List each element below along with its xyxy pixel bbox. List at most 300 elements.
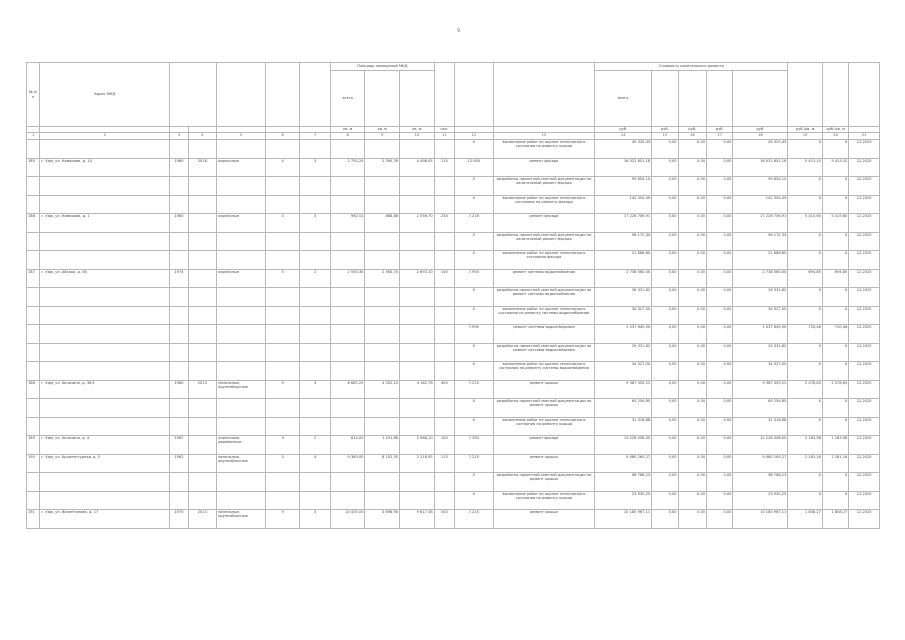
table-cell: [365, 140, 400, 159]
table-cell: [330, 473, 365, 492]
table-cell: 0,00: [707, 195, 733, 214]
col-header-cost-group: Стоимость капитального ремонта: [595, 63, 788, 71]
table-cell: 12.2025: [849, 417, 880, 436]
table-cell: [40, 232, 170, 251]
table-cell: X: [454, 195, 493, 214]
table-cell: 0,00: [678, 380, 706, 399]
table-cell: 868,88: [365, 214, 400, 233]
table-cell: [300, 306, 330, 325]
table-cell: 10 185 967,11: [733, 510, 788, 529]
table-cell: [217, 195, 266, 214]
table-cell: г. Уфа, ул. Акназина, д. 4: [40, 436, 170, 455]
table-cell: X: [822, 343, 848, 362]
column-number: 15: [652, 133, 678, 140]
table-cell: 0,00: [652, 195, 678, 214]
table-cell: [434, 232, 454, 251]
table-cell: [27, 343, 40, 362]
col-header-residents: [434, 63, 454, 127]
table-cell: 65 254,85: [733, 399, 788, 418]
table-cell: 34 327,00: [733, 362, 788, 381]
table-cell: [365, 288, 400, 307]
table-cell: [300, 177, 330, 196]
col-header-limit-cost: [822, 63, 848, 127]
table-cell: 0,00: [678, 214, 706, 233]
table-cell: 0,00: [678, 362, 706, 381]
table-cell: [188, 177, 216, 196]
col-header-work-type: [454, 63, 493, 127]
col-header-work-name: [493, 63, 595, 127]
table-row: [27, 288, 880, 307]
table-cell: 187: [27, 269, 40, 288]
table-cell: X: [822, 177, 848, 196]
table-cell: X: [454, 491, 493, 510]
table-row: [27, 177, 880, 196]
table-cell: [40, 177, 170, 196]
table-cell: кирпичные: [217, 269, 266, 288]
table-cell: X: [454, 399, 493, 418]
table-cell: [40, 251, 170, 270]
table-cell: X: [822, 399, 848, 418]
table-cell: [188, 454, 216, 473]
table-cell: [330, 417, 365, 436]
table-cell: панельные, крупноблочные: [217, 510, 266, 529]
table-cell: 1980: [170, 380, 188, 399]
table-cell: 186: [27, 214, 40, 233]
table-cell: X: [788, 473, 823, 492]
table-cell: 3: [300, 214, 330, 233]
table-cell: [400, 399, 435, 418]
table-cell: X: [822, 195, 848, 214]
table-cell: ремонт системы водоотведения: [493, 325, 595, 344]
table-cell: 0,00: [678, 288, 706, 307]
table-cell: разработка проектной сметной документации на ремонт системы водоотведения: [493, 343, 595, 362]
table-cell: X: [454, 473, 493, 492]
table-cell: 99 654,10: [595, 177, 652, 196]
table-cell: X: [788, 232, 823, 251]
col-header-floors: [265, 63, 300, 127]
table-cell: [300, 399, 330, 418]
table-cell: X: [454, 362, 493, 381]
table-cell: 98 786,23: [733, 473, 788, 492]
table-row: [27, 269, 880, 288]
table-cell: 34 327,00: [733, 306, 788, 325]
table-cell: 21 686,80: [733, 251, 788, 270]
table-cell: 12.2025: [849, 510, 880, 529]
table-cell: 7.350: [454, 436, 493, 455]
table-cell: ремонт крыши: [493, 510, 595, 529]
column-number: 3: [170, 133, 188, 140]
table-cell: 12 226 008,00: [595, 436, 652, 455]
table-cell: [365, 362, 400, 381]
col-header-residential-area: [365, 71, 400, 127]
table-cell: 4: [265, 158, 300, 177]
column-number: 11: [434, 133, 454, 140]
column-number: 14: [595, 133, 652, 140]
table-cell: 12.2025: [849, 195, 880, 214]
table-cell: 23 930,25: [595, 491, 652, 510]
table-cell: [265, 417, 300, 436]
table-cell: 12.2025: [849, 343, 880, 362]
col-header-planned-date: [849, 63, 880, 127]
table-cell: 0,00: [707, 269, 733, 288]
table-cell: [300, 195, 330, 214]
table-cell: 45 325,43: [595, 140, 652, 159]
table-cell: г. Уфа, ул. Комарова, д. 1: [40, 214, 170, 233]
table-cell: X: [454, 288, 493, 307]
unit-rub-per-sqm-1: руб./кв. м: [788, 127, 823, 133]
table-cell: 0,00: [707, 436, 733, 455]
table-cell: [300, 232, 330, 251]
table-cell: 1974: [170, 269, 188, 288]
table-row: [27, 491, 880, 510]
table-cell: г. Уфа, ул. Архитектурная, д. 5: [40, 454, 170, 473]
table-cell: [434, 288, 454, 307]
table-cell: 0,00: [678, 417, 706, 436]
table-cell: 0,00: [707, 232, 733, 251]
col-header-wall-material: [217, 63, 266, 127]
column-number: 20: [822, 133, 848, 140]
table-cell: 188: [27, 380, 40, 399]
table-cell: X: [788, 343, 823, 362]
table-cell: [434, 325, 454, 344]
table-cell: 694,85: [822, 269, 848, 288]
table-cell: [217, 343, 266, 362]
table-cell: [330, 195, 365, 214]
table-row: [27, 251, 880, 270]
table-cell: [400, 288, 435, 307]
table-cell: 45 325,43: [733, 140, 788, 159]
table-cell: 3: [300, 380, 330, 399]
table-cell: 720,46: [822, 325, 848, 344]
table-cell: [40, 343, 170, 362]
column-number: 5: [217, 133, 266, 140]
table-cell: 0,00: [652, 177, 678, 196]
table-cell: 5 415,60: [788, 214, 823, 233]
table-cell: [40, 195, 170, 214]
table-cell: 0,00: [707, 288, 733, 307]
table-cell: 0,00: [652, 288, 678, 307]
table-cell: 4 162,76: [400, 380, 435, 399]
table-cell: 0,00: [652, 306, 678, 325]
table-row: [27, 232, 880, 251]
table-cell: [300, 140, 330, 159]
table-cell: 12.2025: [849, 232, 880, 251]
table-cell: [27, 232, 40, 251]
table-cell: 9 367 355,22: [733, 380, 788, 399]
table-cell: [170, 362, 188, 381]
table-cell: 0,00: [678, 177, 706, 196]
table-cell: разработка проектной сметной документации на капитальный ремонт фасада: [493, 177, 595, 196]
table-cell: выполнение работ по оценке технического состояния по ремонту фасада: [493, 195, 595, 214]
table-cell: [188, 491, 216, 510]
table-cell: ремонт фасада: [493, 436, 595, 455]
column-number: 7: [300, 133, 330, 140]
table-cell: выполнение работ по оценке технического состояния по ремонту крыши: [493, 417, 595, 436]
unit-rub-3: руб.: [678, 127, 706, 133]
table-cell: 234: [434, 214, 454, 233]
table-cell: [330, 343, 365, 362]
table-cell: 17 226 706,91: [595, 214, 652, 233]
table-cell: [170, 491, 188, 510]
table-cell: 7.950: [454, 269, 493, 288]
table-cell: [170, 306, 188, 325]
table-cell: 0,00: [707, 325, 733, 344]
table-cell: X: [788, 417, 823, 436]
table-cell: 10 185 967,11: [595, 510, 652, 529]
table-cell: 4 202,10: [365, 380, 400, 399]
table-cell: кирпичные, деревянные: [217, 436, 266, 455]
table-cell: [434, 195, 454, 214]
table-cell: 115: [434, 158, 454, 177]
table-cell: [400, 232, 435, 251]
table-cell: 12.2025: [849, 399, 880, 418]
table-cell: [40, 288, 170, 307]
table-cell: г. Уфа, ул. Айская, д. 56: [40, 269, 170, 288]
table-cell: 189: [27, 436, 40, 455]
table-cell: [217, 491, 266, 510]
table-cell: 9 080 265,27: [733, 454, 788, 473]
table-cell: разработка проектной сметной документации на капитальный ремонт фасада: [493, 232, 595, 251]
table-cell: 1960: [170, 158, 188, 177]
table-cell: X: [788, 306, 823, 325]
unit-rub-2: руб.: [652, 127, 678, 133]
table-cell: [40, 140, 170, 159]
table-cell: 26 331,82: [733, 288, 788, 307]
table-cell: 0,00: [652, 325, 678, 344]
table-cell: [365, 195, 400, 214]
table-cell: 12.2025: [849, 214, 880, 233]
table-cell: [170, 195, 188, 214]
table-cell: [188, 362, 216, 381]
table-cell: 98 786,23: [595, 473, 652, 492]
table-cell: 0,00: [652, 510, 678, 529]
table-cell: 12.2025: [849, 269, 880, 288]
table-cell: [217, 177, 266, 196]
table-cell: [400, 195, 435, 214]
table-cell: [300, 343, 330, 362]
table-row: [27, 399, 880, 418]
table-cell: 142 354,49: [733, 195, 788, 214]
table-cell: [188, 325, 216, 344]
table-cell: 0,00: [652, 473, 678, 492]
table-cell: [265, 473, 300, 492]
table-cell: г. Уфа, ул. Акназина, д. 36/1: [40, 380, 170, 399]
table-cell: 0,00: [652, 343, 678, 362]
table-cell: 9 080 265,27: [595, 454, 652, 473]
table-cell: 1970: [170, 510, 188, 529]
table-cell: 12.2025: [849, 491, 880, 510]
col-header-number: № п/п: [27, 63, 40, 127]
col-header-address: Адрес МКД: [40, 63, 170, 127]
table-cell: 7.215: [454, 510, 493, 529]
unit-people: чел.: [434, 127, 454, 133]
table-cell: [365, 306, 400, 325]
table-cell: 1962: [170, 436, 188, 455]
table-cell: 0,00: [652, 454, 678, 473]
table-cell: 0,00: [707, 158, 733, 177]
table-cell: 0,00: [652, 491, 678, 510]
column-number: 17: [707, 133, 733, 140]
table-cell: 9 617,38: [400, 510, 435, 529]
table-cell: 2 750,25: [330, 158, 365, 177]
table-cell: ремонт крыши: [493, 454, 595, 473]
table-cell: [330, 232, 365, 251]
table-cell: [434, 251, 454, 270]
table-cell: [434, 473, 454, 492]
table-row: [27, 325, 880, 344]
table-cell: 0,00: [707, 510, 733, 529]
table-cell: 0,00: [707, 399, 733, 418]
table-cell: [330, 399, 365, 418]
table-cell: 12.2025: [849, 436, 880, 455]
table-row: [27, 306, 880, 325]
table-cell: 2 078,63: [788, 380, 823, 399]
table-cell: 12.2025: [849, 454, 880, 473]
table-cell: [365, 177, 400, 196]
table-cell: [217, 325, 266, 344]
table-cell: ремонт крыши: [493, 380, 595, 399]
table-cell: [188, 195, 216, 214]
column-number: 21: [849, 133, 880, 140]
table-cell: 12 226 008,00: [733, 436, 788, 455]
table-cell: [170, 140, 188, 159]
column-number: 19: [788, 133, 823, 140]
table-cell: [365, 473, 400, 492]
table-cell: 8 102,35: [365, 454, 400, 473]
column-number: 10: [400, 133, 435, 140]
table-cell: [170, 473, 188, 492]
table-cell: [188, 214, 216, 233]
table-cell: [27, 306, 40, 325]
table-cell: [300, 417, 330, 436]
table-cell: X: [788, 491, 823, 510]
table-cell: [188, 343, 216, 362]
table-cell: X: [822, 306, 848, 325]
table-cell: [27, 195, 40, 214]
table-cell: [434, 491, 454, 510]
table-cell: 2 738 560,00: [595, 269, 652, 288]
table-cell: 12.2025: [849, 177, 880, 196]
table-cell: 5: [265, 454, 300, 473]
table-cell: 0,00: [678, 306, 706, 325]
table-cell: 4 498,45: [400, 158, 435, 177]
unit-rub-1: руб.: [595, 127, 652, 133]
unit-rub-per-sqm-2: руб./кв. м: [822, 127, 848, 133]
capital-repair-register-table: [26, 62, 880, 570]
table-cell: ремонт фасада: [493, 158, 595, 177]
table-cell: 0,00: [707, 417, 733, 436]
table-cell: X: [454, 417, 493, 436]
table-cell: 1962: [170, 454, 188, 473]
table-cell: 12.2025: [849, 380, 880, 399]
table-cell: 4: [265, 214, 300, 233]
table-cell: 2: [300, 269, 330, 288]
table-cell: [434, 306, 454, 325]
table-cell: [170, 232, 188, 251]
table-cell: [265, 177, 300, 196]
table-cell: 0,00: [652, 269, 678, 288]
table-cell: [170, 177, 188, 196]
table-cell: [265, 195, 300, 214]
table-cell: 2 563,70: [365, 269, 400, 288]
table-row: [27, 510, 880, 529]
table-cell: 2 556,70: [400, 214, 435, 233]
table-cell: 1 858,27: [788, 510, 823, 529]
table-cell: [27, 399, 40, 418]
table-cell: [434, 140, 454, 159]
table-cell: 7.216: [454, 214, 493, 233]
table-cell: [300, 251, 330, 270]
table-cell: [27, 325, 40, 344]
table-cell: [434, 399, 454, 418]
table-cell: 12.2025: [849, 325, 880, 344]
table-cell: 0,00: [652, 417, 678, 436]
table-cell: [188, 399, 216, 418]
table-cell: 12.2025: [849, 473, 880, 492]
table-cell: 34 327,00: [595, 306, 652, 325]
table-cell: 2 118,95: [400, 454, 435, 473]
table-cell: 16 522 851,18: [733, 158, 788, 177]
table-cell: 0,00: [678, 269, 706, 288]
col-header-local-budget: [707, 71, 733, 127]
table-cell: 142 354,49: [595, 195, 652, 214]
table-cell: [170, 343, 188, 362]
table-cell: 0,00: [678, 232, 706, 251]
column-number-row: [27, 133, 880, 140]
table-cell: 2 738 560,00: [733, 269, 788, 288]
table-cell: [265, 306, 300, 325]
table-cell: 16 522 851,18: [595, 158, 652, 177]
table-cell: 21 686,80: [595, 251, 652, 270]
table-cell: [188, 269, 216, 288]
table-cell: 720,46: [788, 325, 823, 344]
table-cell: [330, 362, 365, 381]
table-cell: 0,00: [678, 251, 706, 270]
table-cell: [400, 417, 435, 436]
col-header-owners-funds: [733, 71, 788, 127]
table-cell: [434, 343, 454, 362]
column-number: 2: [40, 133, 170, 140]
table-cell: [400, 473, 435, 492]
table-cell: 0,00: [707, 251, 733, 270]
table-cell: [40, 491, 170, 510]
table-cell: [400, 362, 435, 381]
table-cell: [217, 140, 266, 159]
table-cell: 31 316,88: [595, 417, 652, 436]
col-header-area-group: Площадь помещений МКД: [330, 63, 434, 71]
table-cell: [27, 140, 40, 159]
column-number: 6: [265, 133, 300, 140]
table-cell: [188, 436, 216, 455]
table-cell: 0,00: [678, 325, 706, 344]
table-cell: [365, 232, 400, 251]
table-cell: [217, 251, 266, 270]
table-cell: [217, 417, 266, 436]
table-cell: 694,85: [788, 269, 823, 288]
table-cell: [400, 325, 435, 344]
table-cell: 2 390,39: [365, 158, 400, 177]
table-cell: ремонт фасада: [493, 214, 595, 233]
table-cell: 0,00: [652, 251, 678, 270]
table-cell: 29 331,82: [733, 343, 788, 362]
table-cell: [170, 251, 188, 270]
table-cell: 2 181,16: [822, 454, 848, 473]
table-cell: 814,00: [330, 436, 365, 455]
table-cell: [365, 399, 400, 418]
table-cell: 0,00: [707, 306, 733, 325]
table-cell: [188, 288, 216, 307]
table-cell: [300, 362, 330, 381]
